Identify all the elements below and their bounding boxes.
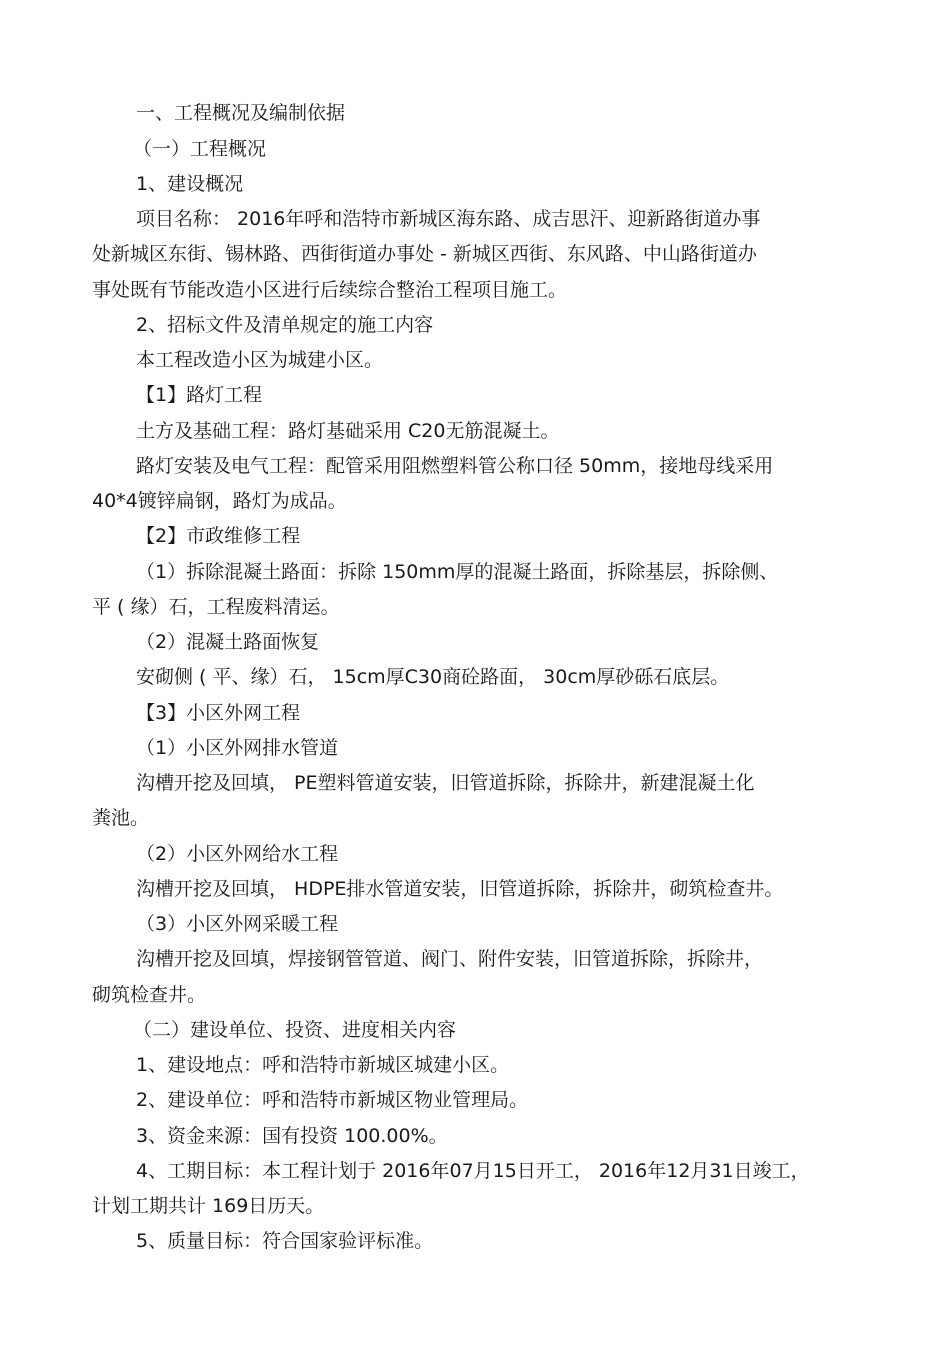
paragraph-line: 沟槽开挖及回填， PE塑料管道安装，旧管道拆除，拆除井，新建混凝土化	[136, 772, 755, 794]
paragraph-line: 项目名称： 2016年呼和浩特市新城区海东路、成吉思汗、迎新路街道办事	[136, 208, 761, 230]
section-title: 【2】市政维修工程	[136, 525, 301, 547]
paragraph-line: 沟槽开挖及回填，焊接钢管管道、阀门、附件安装，旧管道拆除，拆除井，	[136, 948, 764, 970]
paragraph-line: 事处既有节能改造小区进行后续综合整治工程项目施工。	[92, 279, 568, 301]
subsection-heading: （3）小区外网采暖工程	[136, 913, 339, 935]
subsection-heading: 2、招标文件及清单规定的施工内容	[136, 314, 434, 336]
section-title: 【3】小区外网工程	[136, 702, 301, 724]
section-heading: 一、工程概况及编制依据	[136, 102, 346, 124]
subsection-heading: （2）小区外网给水工程	[136, 843, 339, 865]
section-title: 【1】路灯工程	[136, 384, 263, 406]
paragraph-line: 本工程改造小区为城建小区。	[136, 349, 384, 371]
paragraph-line: 平 ( 缘）石，工程废料清运。	[92, 596, 340, 618]
subsection-heading: （二）建设单位、投资、进度相关内容	[133, 1019, 457, 1041]
paragraph-line: （1）拆除混凝土路面：拆除 150mm厚的混凝土路面，拆除基层，拆除侧、	[136, 561, 779, 583]
paragraph-line: 计划工期共计 169日历天。	[92, 1195, 325, 1217]
paragraph-line: 处新城区东街、锡林路、西街街道办事处 - 新城区西街、东风路、中山路街道办	[92, 243, 757, 265]
subsection-heading: （一）工程概况	[133, 138, 267, 160]
list-item: 1、建设地点：呼和浩特市新城区城建小区。	[136, 1054, 510, 1076]
list-item: 3、资金来源：国有投资 100.00%。	[136, 1125, 448, 1147]
paragraph-line: 土方及基础工程：路灯基础采用 C20无筋混凝土。	[136, 420, 560, 442]
list-item: 5、质量目标：符合国家验评标准。	[136, 1230, 434, 1252]
paragraph-line: 40*4镀锌扁钢，路灯为成品。	[92, 490, 347, 512]
paragraph-line: 安砌侧 ( 平、缘）石， 15cm厚C30商砼路面， 30cm厚砂砾石底层。	[136, 666, 730, 688]
list-item: 2、建设单位：呼和浩特市新城区物业管理局。	[136, 1089, 529, 1111]
list-item: 4、工期目标：本工程计划于 2016年07月15日开工， 2016年12月31日竣工，	[136, 1160, 810, 1182]
paragraph-line: 砌筑检查井。	[92, 984, 207, 1006]
paragraph-line: 路灯安装及电气工程：配管采用阻燃塑料管公称口径 50mm，接地母线采用	[136, 455, 774, 477]
paragraph-line: 粪池。	[92, 807, 150, 829]
subsection-heading: （1）小区外网排水管道	[136, 737, 339, 759]
subsection-heading: （2）混凝土路面恢复	[136, 631, 320, 653]
paragraph-line: 沟槽开挖及回填， HDPE排水管道安装，旧管道拆除，拆除井，砌筑检查井。	[136, 878, 784, 900]
subsection-heading: 1、建设概况	[136, 173, 244, 195]
